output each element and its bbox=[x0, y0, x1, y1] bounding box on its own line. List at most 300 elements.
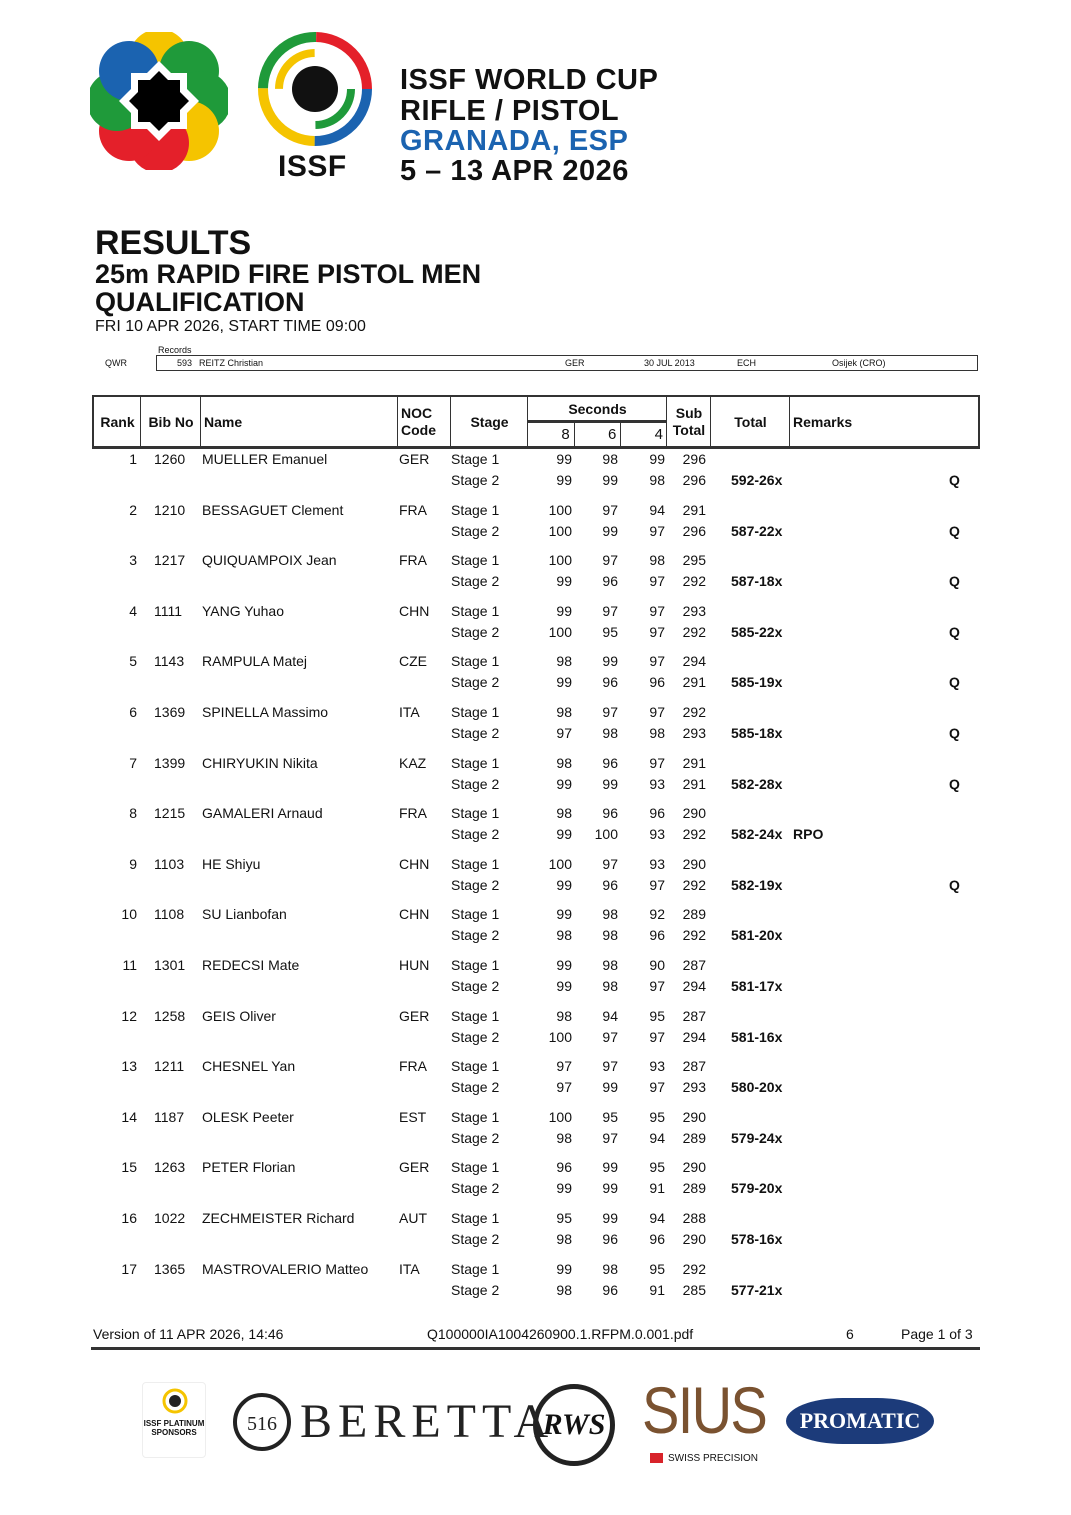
s2-6s: 97 bbox=[602, 1129, 618, 1146]
s2-subtotal: 285 bbox=[682, 1281, 706, 1298]
s1-8s: 99 bbox=[556, 602, 572, 619]
s2-stage: Stage 2 bbox=[451, 674, 500, 691]
noc-code: ITA bbox=[399, 704, 420, 720]
athlete-name: YANG Yuhao bbox=[202, 602, 284, 619]
s2-4s: 97 bbox=[649, 1079, 665, 1096]
bib-no: 1258 bbox=[154, 1007, 186, 1024]
total-score: 578-16x bbox=[731, 1231, 783, 1247]
s2-subtotal: 293 bbox=[682, 725, 706, 741]
event-dates: 5 – 13 APR 2026 bbox=[400, 155, 629, 187]
s2-8s: 100 bbox=[548, 1028, 572, 1045]
noc-code: FRA bbox=[399, 805, 427, 822]
athlete-name: BESSAGUET Clement bbox=[202, 501, 344, 518]
s1-subtotal: 296 bbox=[682, 451, 706, 467]
table-row bbox=[0, 906, 1071, 927]
rank: 3 bbox=[129, 552, 137, 569]
s2-4s: 97 bbox=[649, 1028, 665, 1045]
s2-stage: Stage 2 bbox=[451, 876, 500, 893]
table-row bbox=[0, 1008, 1071, 1029]
total-score: 580-20x bbox=[731, 1079, 783, 1096]
table-row bbox=[0, 704, 1071, 725]
records-box bbox=[156, 355, 978, 371]
noc-code: FRA bbox=[399, 552, 427, 569]
s2-4s: 96 bbox=[649, 674, 665, 691]
table-row bbox=[0, 552, 1071, 573]
s1-6s: 97 bbox=[602, 501, 618, 518]
s1-stage: Stage 1 bbox=[451, 653, 500, 670]
table-row bbox=[0, 1130, 1071, 1151]
athlete-name: MUELLER Emanuel bbox=[202, 451, 328, 467]
s1-8s: 98 bbox=[556, 754, 572, 771]
table-row bbox=[0, 877, 1071, 898]
s2-8s: 99 bbox=[556, 573, 572, 590]
s1-6s: 99 bbox=[602, 1159, 618, 1176]
record-place: Osijek (CRO) bbox=[832, 358, 886, 368]
record-name: REITZ Christian bbox=[199, 358, 264, 368]
noc-code: FRA bbox=[399, 501, 427, 518]
table-row bbox=[0, 755, 1071, 776]
s2-6s: 96 bbox=[602, 876, 618, 893]
s2-stage: Stage 2 bbox=[451, 1180, 500, 1197]
swiss-flag-icon bbox=[650, 1453, 663, 1463]
qualified-mark: Q bbox=[949, 775, 960, 792]
records-label: Records bbox=[158, 345, 192, 355]
qualified-mark: Q bbox=[949, 725, 960, 741]
s2-8s: 99 bbox=[556, 876, 572, 893]
event-title: 25m RAPID FIRE PISTOL MEN bbox=[95, 259, 482, 289]
s2-subtotal: 289 bbox=[682, 1180, 706, 1197]
s2-subtotal: 294 bbox=[682, 1028, 706, 1045]
s1-8s: 99 bbox=[556, 906, 572, 923]
s1-6s: 98 bbox=[602, 906, 618, 923]
col-seconds bbox=[527, 397, 667, 446]
s1-subtotal: 287 bbox=[682, 957, 706, 973]
bib-no: 1215 bbox=[154, 805, 186, 822]
noc-code: EST bbox=[399, 1108, 427, 1125]
s1-4s: 90 bbox=[649, 957, 665, 973]
table-row bbox=[0, 776, 1071, 797]
s1-stage: Stage 1 bbox=[451, 754, 500, 771]
s2-subtotal: 291 bbox=[682, 674, 706, 691]
total-score: 579-24x bbox=[731, 1129, 783, 1146]
total-score: 585-22x bbox=[731, 623, 783, 640]
sius-tagline-text: SWISS PRECISION bbox=[668, 1453, 759, 1464]
s1-stage: Stage 1 bbox=[451, 1260, 500, 1277]
s2-6s: 99 bbox=[602, 1079, 618, 1096]
s2-4s: 96 bbox=[649, 1231, 665, 1247]
record-score: 593 bbox=[177, 358, 193, 368]
s1-subtotal: 291 bbox=[682, 754, 706, 771]
s1-4s: 95 bbox=[649, 1159, 665, 1176]
s1-6s: 94 bbox=[602, 1007, 618, 1024]
sius-tagline bbox=[650, 1453, 758, 1464]
s1-8s: 98 bbox=[556, 704, 572, 720]
s1-8s: 99 bbox=[556, 1260, 572, 1277]
noc-code: HUN bbox=[399, 957, 430, 973]
total-score: 585-19x bbox=[731, 674, 783, 691]
rank: 7 bbox=[129, 754, 137, 771]
s2-8s: 98 bbox=[556, 1281, 572, 1298]
table-row bbox=[0, 1029, 1071, 1050]
s2-8s: 99 bbox=[556, 472, 572, 488]
table-row bbox=[0, 826, 1071, 847]
noc-code: FRA bbox=[399, 1058, 427, 1075]
table-row bbox=[0, 573, 1071, 594]
s1-8s: 100 bbox=[548, 501, 572, 518]
s1-subtotal: 295 bbox=[682, 552, 706, 569]
s1-subtotal: 290 bbox=[682, 1108, 706, 1125]
s2-stage: Stage 2 bbox=[451, 978, 500, 994]
s2-subtotal: 292 bbox=[682, 826, 706, 843]
s1-4s: 96 bbox=[649, 805, 665, 822]
s2-stage: Stage 2 bbox=[451, 522, 500, 539]
s1-6s: 96 bbox=[602, 754, 618, 771]
col-rank: Rank bbox=[100, 413, 135, 430]
total-score: 577-21x bbox=[731, 1281, 783, 1298]
bib-no: 1103 bbox=[154, 855, 185, 872]
table-row bbox=[0, 624, 1071, 645]
s2-stage: Stage 2 bbox=[451, 1079, 500, 1096]
total-score: 587-22x bbox=[731, 522, 783, 539]
s1-subtotal: 289 bbox=[682, 906, 706, 923]
bib-no: 1211 bbox=[154, 1058, 185, 1075]
s2-8s: 98 bbox=[556, 927, 572, 944]
qualified-mark: Q bbox=[949, 623, 960, 640]
table-row bbox=[0, 451, 1071, 472]
s2-stage: Stage 2 bbox=[451, 472, 500, 488]
s1-6s: 96 bbox=[602, 805, 618, 822]
s1-8s: 99 bbox=[556, 957, 572, 973]
footer-version: Version of 11 APR 2026, 14:46 bbox=[93, 1326, 284, 1342]
s2-subtotal: 292 bbox=[682, 927, 706, 944]
s2-4s: 97 bbox=[649, 978, 665, 994]
s1-stage: Stage 1 bbox=[451, 1108, 500, 1125]
s2-4s: 98 bbox=[649, 472, 665, 488]
s1-4s: 93 bbox=[649, 855, 665, 872]
s2-4s: 94 bbox=[649, 1129, 665, 1146]
s1-6s: 99 bbox=[602, 1210, 618, 1226]
athlete-name: SU Lianbofan bbox=[202, 906, 287, 923]
table-row bbox=[0, 653, 1071, 674]
table-row bbox=[0, 1058, 1071, 1079]
col-name: Name bbox=[200, 397, 398, 446]
s1-subtotal: 292 bbox=[682, 704, 706, 720]
athlete-name: GAMALERI Arnaud bbox=[202, 805, 323, 822]
s1-4s: 95 bbox=[649, 1007, 665, 1024]
table-row bbox=[0, 1079, 1071, 1100]
s2-4s: 91 bbox=[649, 1281, 665, 1298]
table-row bbox=[0, 805, 1071, 826]
s1-subtotal: 293 bbox=[682, 602, 706, 619]
s2-6s: 95 bbox=[602, 623, 618, 640]
bib-no: 1365 bbox=[154, 1260, 186, 1277]
s1-4s: 97 bbox=[649, 704, 665, 720]
table-row bbox=[0, 523, 1071, 544]
athlete-name: SPINELLA Massimo bbox=[202, 704, 329, 720]
athlete-name: GEIS Oliver bbox=[202, 1007, 276, 1024]
s2-8s: 97 bbox=[556, 725, 572, 741]
table-row bbox=[0, 1210, 1071, 1231]
athlete-name: REDECSI Mate bbox=[202, 957, 300, 973]
athlete-name: OLESK Peeter bbox=[202, 1108, 294, 1125]
s1-stage: Stage 1 bbox=[451, 704, 500, 720]
total-score: 581-17x bbox=[731, 978, 783, 994]
s2-6s: 96 bbox=[602, 674, 618, 691]
s1-6s: 97 bbox=[602, 552, 618, 569]
s1-8s: 98 bbox=[556, 1007, 572, 1024]
total-score: 579-20x bbox=[731, 1180, 783, 1197]
s2-6s: 100 bbox=[594, 826, 618, 843]
col-stage bbox=[450, 397, 528, 446]
s1-subtotal: 292 bbox=[682, 1260, 706, 1277]
s2-4s: 91 bbox=[649, 1180, 665, 1197]
noc-code: CHN bbox=[399, 906, 430, 923]
s2-stage: Stage 2 bbox=[451, 1028, 500, 1045]
s2-6s: 98 bbox=[602, 927, 618, 944]
s1-4s: 97 bbox=[649, 602, 665, 619]
s1-4s: 98 bbox=[649, 552, 665, 569]
s2-6s: 99 bbox=[602, 472, 618, 488]
phase-title: QUALIFICATION bbox=[95, 287, 305, 317]
total-score: 587-18x bbox=[731, 573, 783, 590]
rank: 11 bbox=[122, 957, 137, 973]
s2-stage: Stage 2 bbox=[451, 927, 500, 944]
table-row bbox=[0, 502, 1071, 523]
s2-8s: 99 bbox=[556, 674, 572, 691]
s2-stage: Stage 2 bbox=[451, 1281, 500, 1298]
s2-4s: 97 bbox=[649, 876, 665, 893]
rank: 2 bbox=[129, 501, 137, 518]
sponsor-promatic bbox=[786, 1398, 934, 1444]
noc-code: GER bbox=[399, 1007, 430, 1024]
rank: 10 bbox=[121, 906, 137, 923]
s2-subtotal: 292 bbox=[682, 573, 706, 590]
rank: 5 bbox=[129, 653, 137, 670]
s2-4s: 97 bbox=[649, 623, 665, 640]
s1-4s: 92 bbox=[649, 906, 665, 923]
noc-code: AUT bbox=[399, 1210, 427, 1226]
total-score: 582-28x bbox=[731, 775, 783, 792]
athlete-name: PETER Florian bbox=[202, 1159, 296, 1176]
col-6s: 6 bbox=[575, 423, 622, 447]
s2-4s: 96 bbox=[649, 927, 665, 944]
rank: 1 bbox=[129, 451, 137, 467]
s2-subtotal: 291 bbox=[682, 775, 706, 792]
s2-6s: 99 bbox=[602, 1180, 618, 1197]
rank: 12 bbox=[121, 1007, 137, 1024]
s2-6s: 99 bbox=[602, 522, 618, 539]
bib-no: 1022 bbox=[154, 1210, 186, 1226]
s2-stage: Stage 2 bbox=[451, 623, 500, 640]
table-row bbox=[0, 978, 1071, 999]
s2-8s: 99 bbox=[556, 775, 572, 792]
col-seconds-label: Seconds bbox=[528, 397, 667, 423]
bib-no: 1301 bbox=[154, 957, 186, 973]
sponsor-sius: SIUS bbox=[642, 1373, 767, 1447]
rank: 16 bbox=[121, 1210, 137, 1226]
issf-logo-text: ISSF bbox=[278, 150, 347, 183]
table-row bbox=[0, 1159, 1071, 1180]
total-score: 581-16x bbox=[731, 1028, 783, 1045]
s2-subtotal: 292 bbox=[682, 623, 706, 640]
s1-6s: 98 bbox=[602, 451, 618, 467]
s2-stage: Stage 2 bbox=[451, 1231, 500, 1247]
s1-subtotal: 290 bbox=[682, 805, 706, 822]
s1-4s: 94 bbox=[649, 1210, 665, 1226]
s2-6s: 99 bbox=[602, 775, 618, 792]
s1-8s: 100 bbox=[548, 552, 572, 569]
bib-no: 1187 bbox=[154, 1108, 185, 1125]
s2-8s: 97 bbox=[556, 1079, 572, 1096]
s1-6s: 95 bbox=[602, 1108, 618, 1125]
rank: 17 bbox=[121, 1260, 137, 1277]
total-score: 581-20x bbox=[731, 927, 783, 944]
athlete-name: QUIQUAMPOIX Jean bbox=[202, 552, 337, 569]
s2-8s: 98 bbox=[556, 1129, 572, 1146]
table-row bbox=[0, 725, 1071, 746]
rank: 13 bbox=[121, 1058, 137, 1075]
s2-subtotal: 290 bbox=[682, 1231, 706, 1247]
issf-target-logo bbox=[256, 30, 374, 148]
s1-8s: 100 bbox=[548, 855, 572, 872]
rank: 15 bbox=[121, 1159, 137, 1176]
s1-8s: 98 bbox=[556, 805, 572, 822]
record-noc: GER bbox=[565, 358, 585, 368]
athlete-name: CHIRYUKIN Nikita bbox=[202, 754, 318, 771]
s2-4s: 93 bbox=[649, 826, 665, 843]
table-row bbox=[0, 1231, 1071, 1252]
rank: 4 bbox=[129, 602, 137, 619]
table-row bbox=[0, 1261, 1071, 1282]
noc-code: GER bbox=[399, 451, 430, 467]
s2-subtotal: 294 bbox=[682, 978, 706, 994]
bib-no: 1217 bbox=[154, 552, 186, 569]
s2-subtotal: 293 bbox=[682, 1079, 706, 1096]
s1-6s: 98 bbox=[602, 957, 618, 973]
table-row bbox=[0, 472, 1071, 493]
noc-code: CHN bbox=[399, 602, 430, 619]
table-row bbox=[0, 1282, 1071, 1303]
s2-4s: 98 bbox=[649, 725, 665, 741]
s1-6s: 98 bbox=[602, 1260, 618, 1277]
s1-subtotal: 290 bbox=[682, 1159, 706, 1176]
s1-stage: Stage 1 bbox=[451, 1159, 500, 1176]
s1-8s: 99 bbox=[556, 451, 572, 467]
s2-6s: 96 bbox=[602, 1231, 618, 1247]
bib-no: 1108 bbox=[154, 906, 185, 923]
s2-stage: Stage 2 bbox=[451, 573, 500, 590]
s1-stage: Stage 1 bbox=[451, 602, 500, 619]
s2-6s: 98 bbox=[602, 978, 618, 994]
rank: 9 bbox=[129, 855, 137, 872]
noc-code: CZE bbox=[399, 653, 427, 670]
s2-8s: 99 bbox=[556, 1180, 572, 1197]
s2-subtotal: 289 bbox=[682, 1129, 706, 1146]
s1-4s: 94 bbox=[649, 501, 665, 518]
s1-stage: Stage 1 bbox=[451, 855, 500, 872]
s1-6s: 97 bbox=[602, 1058, 618, 1075]
footer-divider bbox=[91, 1347, 980, 1350]
s1-subtotal: 287 bbox=[682, 1007, 706, 1024]
bib-no: 1263 bbox=[154, 1159, 186, 1176]
s2-4s: 97 bbox=[649, 522, 665, 539]
svg-text:516: 516 bbox=[247, 1413, 277, 1435]
s2-8s: 99 bbox=[556, 978, 572, 994]
col-bib: Bib No bbox=[140, 397, 201, 446]
s2-8s: 100 bbox=[548, 623, 572, 640]
qualified-mark: Q bbox=[949, 472, 960, 488]
remark: RPO bbox=[793, 826, 824, 843]
s1-subtotal: 290 bbox=[682, 855, 706, 872]
s1-4s: 95 bbox=[649, 1108, 665, 1125]
s2-8s: 100 bbox=[548, 522, 572, 539]
sponsor-rws bbox=[533, 1384, 615, 1466]
promatic-text: PROMATIC bbox=[799, 1408, 921, 1433]
bib-no: 1399 bbox=[154, 754, 186, 771]
s2-4s: 93 bbox=[649, 775, 665, 792]
table-row bbox=[0, 674, 1071, 695]
record-type: QWR bbox=[105, 358, 127, 368]
table-row bbox=[0, 856, 1071, 877]
bib-no: 1111 bbox=[154, 602, 183, 619]
s1-subtotal: 291 bbox=[682, 501, 706, 518]
s1-8s: 95 bbox=[556, 1210, 572, 1226]
table-row bbox=[0, 957, 1071, 978]
s1-stage: Stage 1 bbox=[451, 1210, 500, 1226]
s2-4s: 97 bbox=[649, 573, 665, 590]
platinum-label: ISSF PLATINUM SPONSORS bbox=[143, 1419, 205, 1437]
col-remarks: Remarks bbox=[789, 397, 979, 446]
table-row bbox=[0, 927, 1071, 948]
s1-stage: Stage 1 bbox=[451, 957, 500, 973]
s1-6s: 97 bbox=[602, 855, 618, 872]
s1-subtotal: 294 bbox=[682, 653, 706, 670]
s1-8s: 97 bbox=[556, 1058, 572, 1075]
s1-4s: 97 bbox=[649, 653, 665, 670]
col-8s: 8 bbox=[528, 423, 575, 447]
event-name: ISSF WORLD CUP bbox=[400, 64, 659, 96]
table-row bbox=[0, 1180, 1071, 1201]
rank: 6 bbox=[129, 704, 137, 720]
s1-stage: Stage 1 bbox=[451, 1058, 500, 1075]
s2-subtotal: 296 bbox=[682, 472, 706, 488]
qualified-mark: Q bbox=[949, 573, 960, 590]
event-flower-logo bbox=[90, 32, 228, 170]
footer-page: Page 1 of 3 bbox=[901, 1326, 973, 1342]
s1-6s: 99 bbox=[602, 653, 618, 670]
table-row bbox=[0, 1109, 1071, 1130]
athlete-name: RAMPULA Matej bbox=[202, 653, 308, 670]
athlete-name: HE Shiyu bbox=[202, 855, 261, 872]
s2-subtotal: 292 bbox=[682, 876, 706, 893]
s2-subtotal: 296 bbox=[682, 522, 706, 539]
s2-6s: 97 bbox=[602, 1028, 618, 1045]
bib-no: 1260 bbox=[154, 451, 186, 467]
s2-stage: Stage 2 bbox=[451, 826, 500, 843]
noc-code: CHN bbox=[399, 855, 430, 872]
footer-filename: Q100000IA1004260900.1.RFPM.0.001.pdf bbox=[427, 1326, 694, 1342]
s1-6s: 97 bbox=[602, 602, 618, 619]
col-subtotal: Sub Total bbox=[666, 397, 711, 446]
table-row bbox=[0, 603, 1071, 624]
beretta-emblem bbox=[232, 1392, 292, 1452]
start-time: FRI 10 APR 2026, START TIME 09:00 bbox=[95, 318, 366, 335]
total-score: 592-26x bbox=[731, 472, 783, 488]
s1-8s: 98 bbox=[556, 653, 572, 670]
rws-text: RWS bbox=[542, 1408, 606, 1441]
s1-4s: 95 bbox=[649, 1260, 665, 1277]
bib-no: 1143 bbox=[154, 653, 185, 670]
